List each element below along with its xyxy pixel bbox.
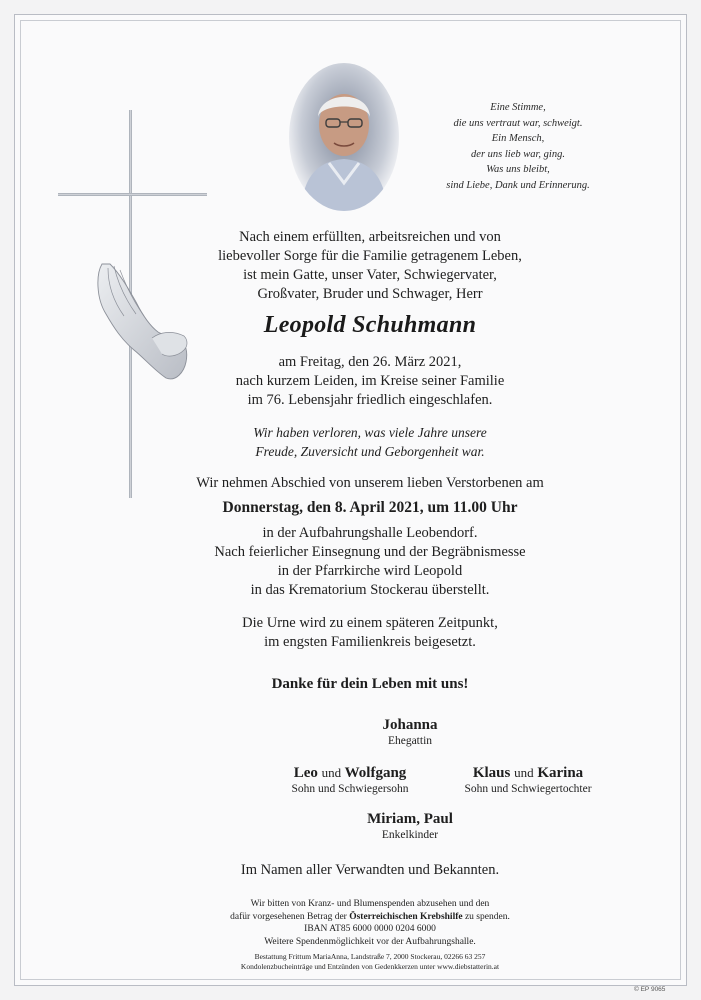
mourner-relation: Enkelkinder (381, 829, 439, 841)
intro-line: Großvater, Bruder und Schwager, Herr (257, 286, 483, 302)
mourner-conjunction: und (321, 765, 342, 780)
ceremony-line: in das Krematorium Stockerau überstellt. (250, 582, 490, 598)
ceremony-details (150, 524, 590, 600)
intro-line: Nach einem erfüllten, arbeitsreichen und von (239, 229, 501, 245)
mourner-relation: Ehegattin (387, 735, 433, 747)
donation-iban: IBAN AT85 6000 0000 0204 6000 (304, 924, 436, 934)
mourner-name: Klaus (472, 765, 511, 781)
poem-line: die uns vertraut war, schweigt. (453, 117, 583, 129)
deceased-name: Leopold Schuhmann (263, 312, 477, 338)
mourner-names (255, 765, 445, 782)
donation-line: Weitere Spendenmöglichkeit vor der Aufbahrungshalle. (264, 936, 476, 947)
donation-notice (180, 898, 560, 948)
poem-line: der uns lieb war, ging. (471, 148, 565, 160)
poem-line: Was uns bleibt, (486, 164, 550, 175)
intro-line: ist mein Gatte, unser Vater, Schwiegervater, (243, 267, 497, 283)
intro-line: liebevoller Sorge für die Familie getragenem Leben, (218, 248, 522, 264)
mourner-relation: Sohn und Schwiegertochter (464, 783, 592, 795)
death-notice (150, 353, 590, 410)
farewell-date: Donnerstag, den 8. April 2021, um 11.00 Uhr (222, 499, 518, 516)
mourner-name: Leo (293, 765, 318, 781)
farewell-intro: Wir nehmen Abschied von unserem lieben Verstorbenen am (196, 475, 544, 491)
condolence-info: Kondolenzbucheinträge und Entzünden von Gedenkkerzen unter www.diebstatterin.at (240, 962, 500, 971)
mourner-grandchildren (340, 811, 480, 843)
mourner-names (433, 765, 623, 782)
memorial-quote (150, 423, 590, 461)
poem-line: Ein Mensch, (491, 133, 545, 144)
donation-text: zu spenden. (462, 911, 510, 922)
quote-line: Freude, Zuversicht und Geborgenheit war. (255, 444, 485, 459)
death-line: nach kurzem Leiden, im Kreise seiner Familie (235, 373, 505, 389)
thanks-heading: Danke für dein Leben mit uns! (271, 676, 469, 692)
mourner-son (255, 765, 445, 797)
undertaker-info: Bestattung Frittum MariaAnna, Landstraße 7, 2000 Stockerau, 02266 63 257 (254, 952, 486, 961)
mourner-spouse (340, 717, 480, 749)
urn-line: im engsten Familienkreis beigesetzt. (264, 634, 476, 650)
memorial-poem (428, 100, 608, 193)
quote-line: Wir haben verloren, was viele Jahre unsere (253, 425, 487, 440)
mourner-conjunction: und (514, 765, 534, 780)
cross-horizontal-beam (58, 193, 207, 196)
mourner-name: Karina (537, 765, 584, 781)
ceremony-line: in der Aufbahrungshalle Leobendorf. (262, 525, 478, 541)
urn-line: Die Urne wird zu einem späteren Zeitpunkt, (242, 615, 498, 631)
poem-line: Eine Stimme, (490, 102, 546, 113)
urn-notice (150, 614, 590, 652)
relatives-line: Im Namen aller Verwandten und Bekannten. (240, 862, 500, 878)
mourner-name: Wolfgang (344, 765, 407, 781)
mourner-name: Miriam, Paul (367, 811, 453, 827)
donation-text: dafür vorgesehenen Betrag der (230, 911, 350, 922)
mourner-relation: Sohn und Schwiegersohn (291, 783, 409, 795)
donation-line (180, 911, 560, 924)
mourner-daughter (433, 765, 623, 797)
mourner-name: Johanna (382, 717, 438, 733)
ceremony-line: in der Pfarrkirche wird Leopold (277, 563, 463, 579)
footer-imprint (180, 952, 560, 972)
intro-text (150, 228, 590, 304)
portrait-figure (289, 63, 399, 211)
charity-name: Österreichischen Krebshilfe (349, 911, 463, 922)
poem-line: sind Liebe, Dank und Erinnerung. (446, 179, 590, 191)
donation-line: Wir bitten von Kranz- und Blumenspenden abzusehen und den (250, 899, 490, 909)
print-code: © EP 9065 (634, 986, 666, 993)
death-line: im 76. Lebensjahr friedlich eingeschlafen. (247, 392, 493, 408)
portrait-photo (289, 63, 399, 211)
ceremony-line: Nach feierlicher Einsegnung und der Begräbnismesse (214, 544, 526, 560)
death-line: am Freitag, den 26. März 2021, (278, 354, 462, 370)
